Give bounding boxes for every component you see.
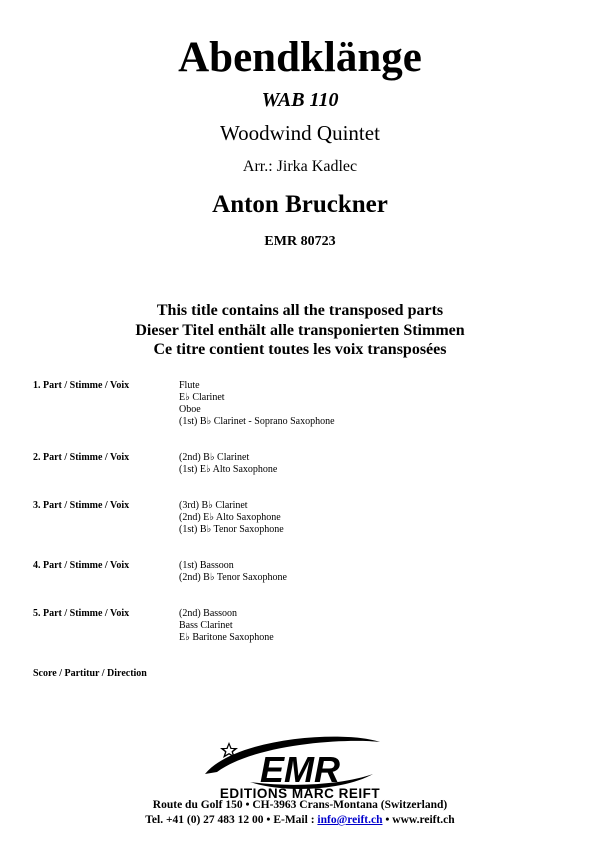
part-4-label: 4. Part / Stimme / Voix <box>33 560 130 571</box>
instrument-item: (1st) B♭ Tenor Saxophone <box>179 524 284 535</box>
contact-website: • www.reift.ch <box>382 814 455 826</box>
instrument-item: Bass Clarinet <box>179 620 233 631</box>
part-5-label: 5. Part / Stimme / Voix <box>33 608 130 619</box>
publisher-contact <box>0 813 600 828</box>
instrument-item: E♭ Clarinet <box>179 392 225 403</box>
part-3-instruments <box>179 500 284 536</box>
transposed-parts-notice <box>0 301 600 360</box>
part-2-label: 2. Part / Stimme / Voix <box>33 452 130 463</box>
instrument-item: Oboe <box>179 404 201 415</box>
publisher-logo <box>195 732 405 802</box>
notice-line-de: Dieser Titel enthält alle transponierten Stimmen <box>135 321 465 339</box>
notice-line-fr: Ce titre contient toutes les voix transposées <box>153 341 447 358</box>
instrument-item: (2nd) E♭ Alto Saxophone <box>179 512 281 523</box>
instrument-item: (1st) B♭ Clarinet - Soprano Saxophone <box>179 416 335 427</box>
score-label: Score / Partitur / Direction <box>33 668 147 679</box>
email-link[interactable]: info@reift.ch <box>317 814 383 826</box>
publisher-address: Route du Golf 150 • CH-3963 Crans-Montana (Switzerland) <box>152 799 448 811</box>
part-2-instruments <box>179 452 277 476</box>
instrument-item: (1st) E♭ Alto Saxophone <box>179 464 278 475</box>
instrument-item: Flute <box>179 380 200 391</box>
instrument-item: (3rd) B♭ Clarinet <box>179 500 248 511</box>
composer-name: Anton Bruckner <box>212 191 388 218</box>
instrument-item: (2nd) B♭ Tenor Saxophone <box>179 572 287 583</box>
part-1-label: 1. Part / Stimme / Voix <box>33 380 130 391</box>
opus-number: WAB 110 <box>261 89 339 111</box>
part-1-instruments <box>179 380 335 428</box>
contact-phone: Tel. +41 (0) 27 483 12 00 • E-Mail : <box>145 814 318 826</box>
piece-title: Abendklänge <box>178 34 422 81</box>
part-3-label: 3. Part / Stimme / Voix <box>33 500 130 511</box>
instrument-item: (2nd) Bassoon <box>179 608 238 619</box>
ensemble-name: Woodwind Quintet <box>220 121 380 145</box>
logo-publisher-name: EDITIONS MARC REIFT <box>219 786 381 801</box>
part-4-instruments <box>179 560 287 584</box>
instrument-item: (1st) Bassoon <box>179 560 234 571</box>
logo-emr-text: EMR <box>260 749 340 790</box>
arranger-credit: Arr.: Jirka Kadlec <box>242 158 358 175</box>
catalog-number: EMR 80723 <box>264 234 336 249</box>
part-5-instruments <box>179 608 274 644</box>
notice-line-en: This title contains all the transposed parts <box>156 302 444 319</box>
instrument-item: E♭ Baritone Saxophone <box>179 632 274 643</box>
instrument-item: (2nd) B♭ Clarinet <box>179 452 250 463</box>
